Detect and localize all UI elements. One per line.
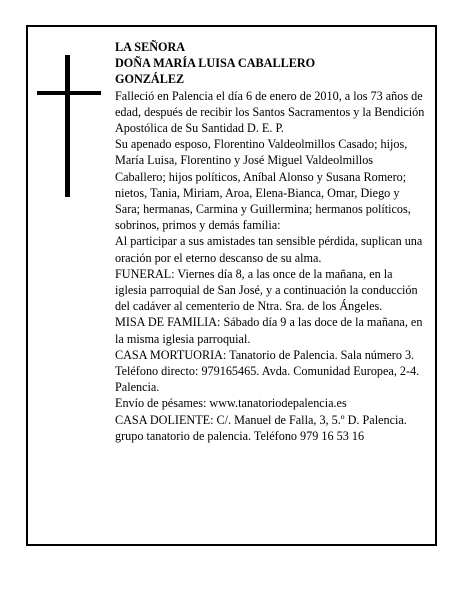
honorific: LA SEÑORA xyxy=(115,40,186,54)
family-mass-details: MISA DE FAMILIA: Sábado día 9 a las doce de la mañana, en la misma iglesia parroquial. xyxy=(115,315,423,346)
funeral-group-phone: grupo tanatorio de palencia. Teléfono 979 16 53 16 xyxy=(115,428,365,443)
cross-vertical-bar xyxy=(65,55,70,197)
notice-text xyxy=(115,39,425,444)
prayer-request: Al participar a sus amistades tan sensible pérdida, suplican una oración por el eterno descanso de su alma. xyxy=(115,234,423,265)
funeral-home-details: CASA MORTUORIA: Tanatorio de Palencia. Sala número 3. Teléfono directo: 979165465. Avda. Comunidad Europea, 2-4. Palencia. xyxy=(115,347,420,395)
deceased-name-line-2: GONZÁLEZ xyxy=(115,72,185,87)
family-home-address: CASA DOLIENTE: C/. Manuel de Falla, 3, 5.º D. Palencia. xyxy=(115,412,407,427)
funeral-details: FUNERAL: Viernes día 8, a las once de la mañana, en la iglesia parroquial de San José, y a continuación la conducción del cadáver al cementerio de Ntra. Sra. de los Ángeles. xyxy=(115,266,418,314)
cross-horizontal-bar xyxy=(37,91,101,95)
condolences-website: Envío de pésames: www.tanatoriodepalencia.es xyxy=(115,396,347,411)
death-announcement: Falleció en Palencia el día 6 de enero de 2010, a los 73 años de edad, después de recibir los Santos Sacramentos y la Bendición Apostólica de Su Santidad D. E. P. xyxy=(115,88,425,136)
cross-icon xyxy=(37,55,101,197)
deceased-name-line-1: DOÑA MARÍA LUISA CABALLERO xyxy=(115,56,316,71)
family-list: Su apenado esposo, Florentino Valdeolmillos Casado; hijos, María Luisa, Florentino y José Miguel Valdeolmillos Caballero; hijos políticos, Aníbal Alonso y Susana Romero; nietos, Tania, Miriam, Aroa, Elena-Bianca, Omar, Diego y Sara; hermanas, Carmina y Guillermina; hermanos políticos, sobrinos, primos y demás familia: xyxy=(115,137,411,233)
